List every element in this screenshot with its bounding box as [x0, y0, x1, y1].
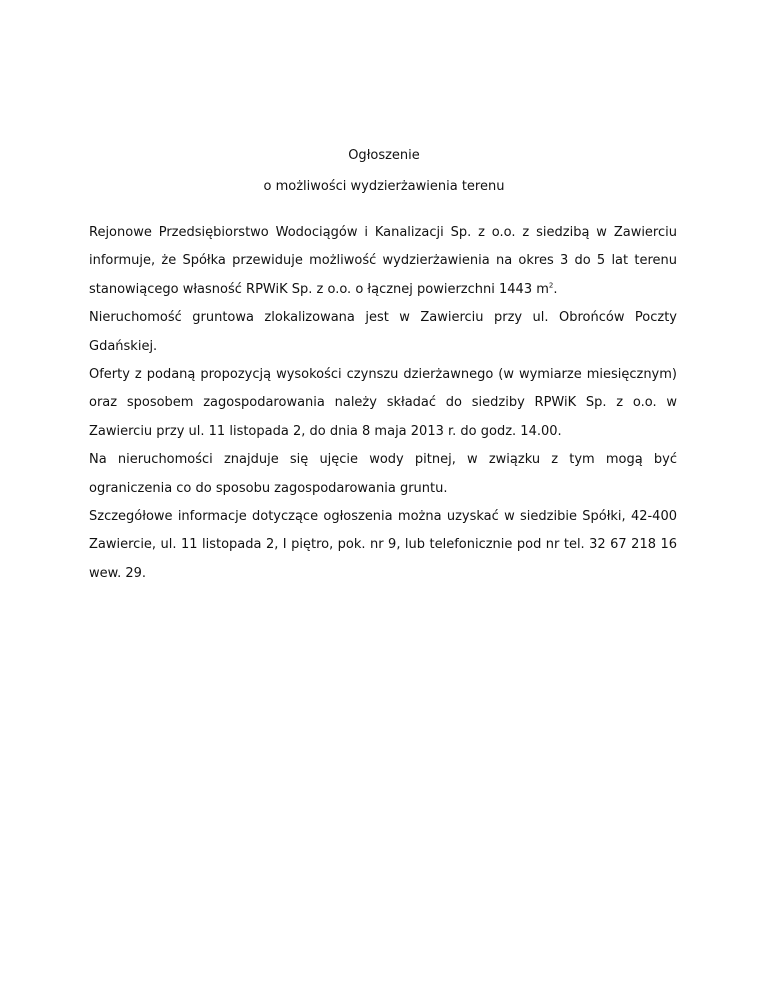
document-subtitle: o możliwości wydzierżawienia terenu [263, 179, 505, 194]
announcement-body [89, 219, 677, 588]
area-unit-superscript: 2 [548, 281, 554, 290]
paragraph-offers: Oferty z podaną propozycją wysokości czynszu dzierżawnego (w wymiarze miesięcznym) oraz sposobem zagospodarowania należy składać do siedziby RPWiK Sp. z o.o. w Zawierciu przy ul. 11 listopada 2, do dnia 8 maja 2013 r. do godz. 14.00. [89, 367, 677, 439]
paragraph-lease-offer-text: Rejonowe Przedsiębiorstwo Wodociągów i Kanalizacji Sp. z o.o. z siedzibą w Zawierciu informuje, że Spółka przewiduje możliwość wydzierżawienia na okres 3 do 5 lat terenu stanowiącego własność RPWiK Sp. z o.o. o łącznej powierzchni 1443 m [89, 225, 677, 297]
paragraph-lease-offer-end: . [553, 281, 558, 297]
paragraph-contact: Szczegółowe informacje dotyczące ogłoszenia można uzyskać w siedzibie Spółki, 42-400 Zawiercie, ul. 11 listopada 2, I piętro, pok. nr 9, lub telefonicznie pod nr tel. 32 67 218 16 wew. 29. [89, 509, 677, 581]
document-title: Ogłoszenie [348, 148, 420, 163]
paragraph-water-intake: Na nieruchomości znajduje się ujęcie wody pitnej, w związku z tym mogą być ograniczenia co do sposobu zagospodarowania gruntu. [89, 452, 677, 496]
title-block [0, 140, 768, 202]
paragraph-lease-offer [89, 219, 677, 304]
paragraph-location: Nieruchomość gruntowa zlokalizowana jest w Zawierciu przy ul. Obrońców Poczty Gdańskiej. [89, 310, 677, 354]
